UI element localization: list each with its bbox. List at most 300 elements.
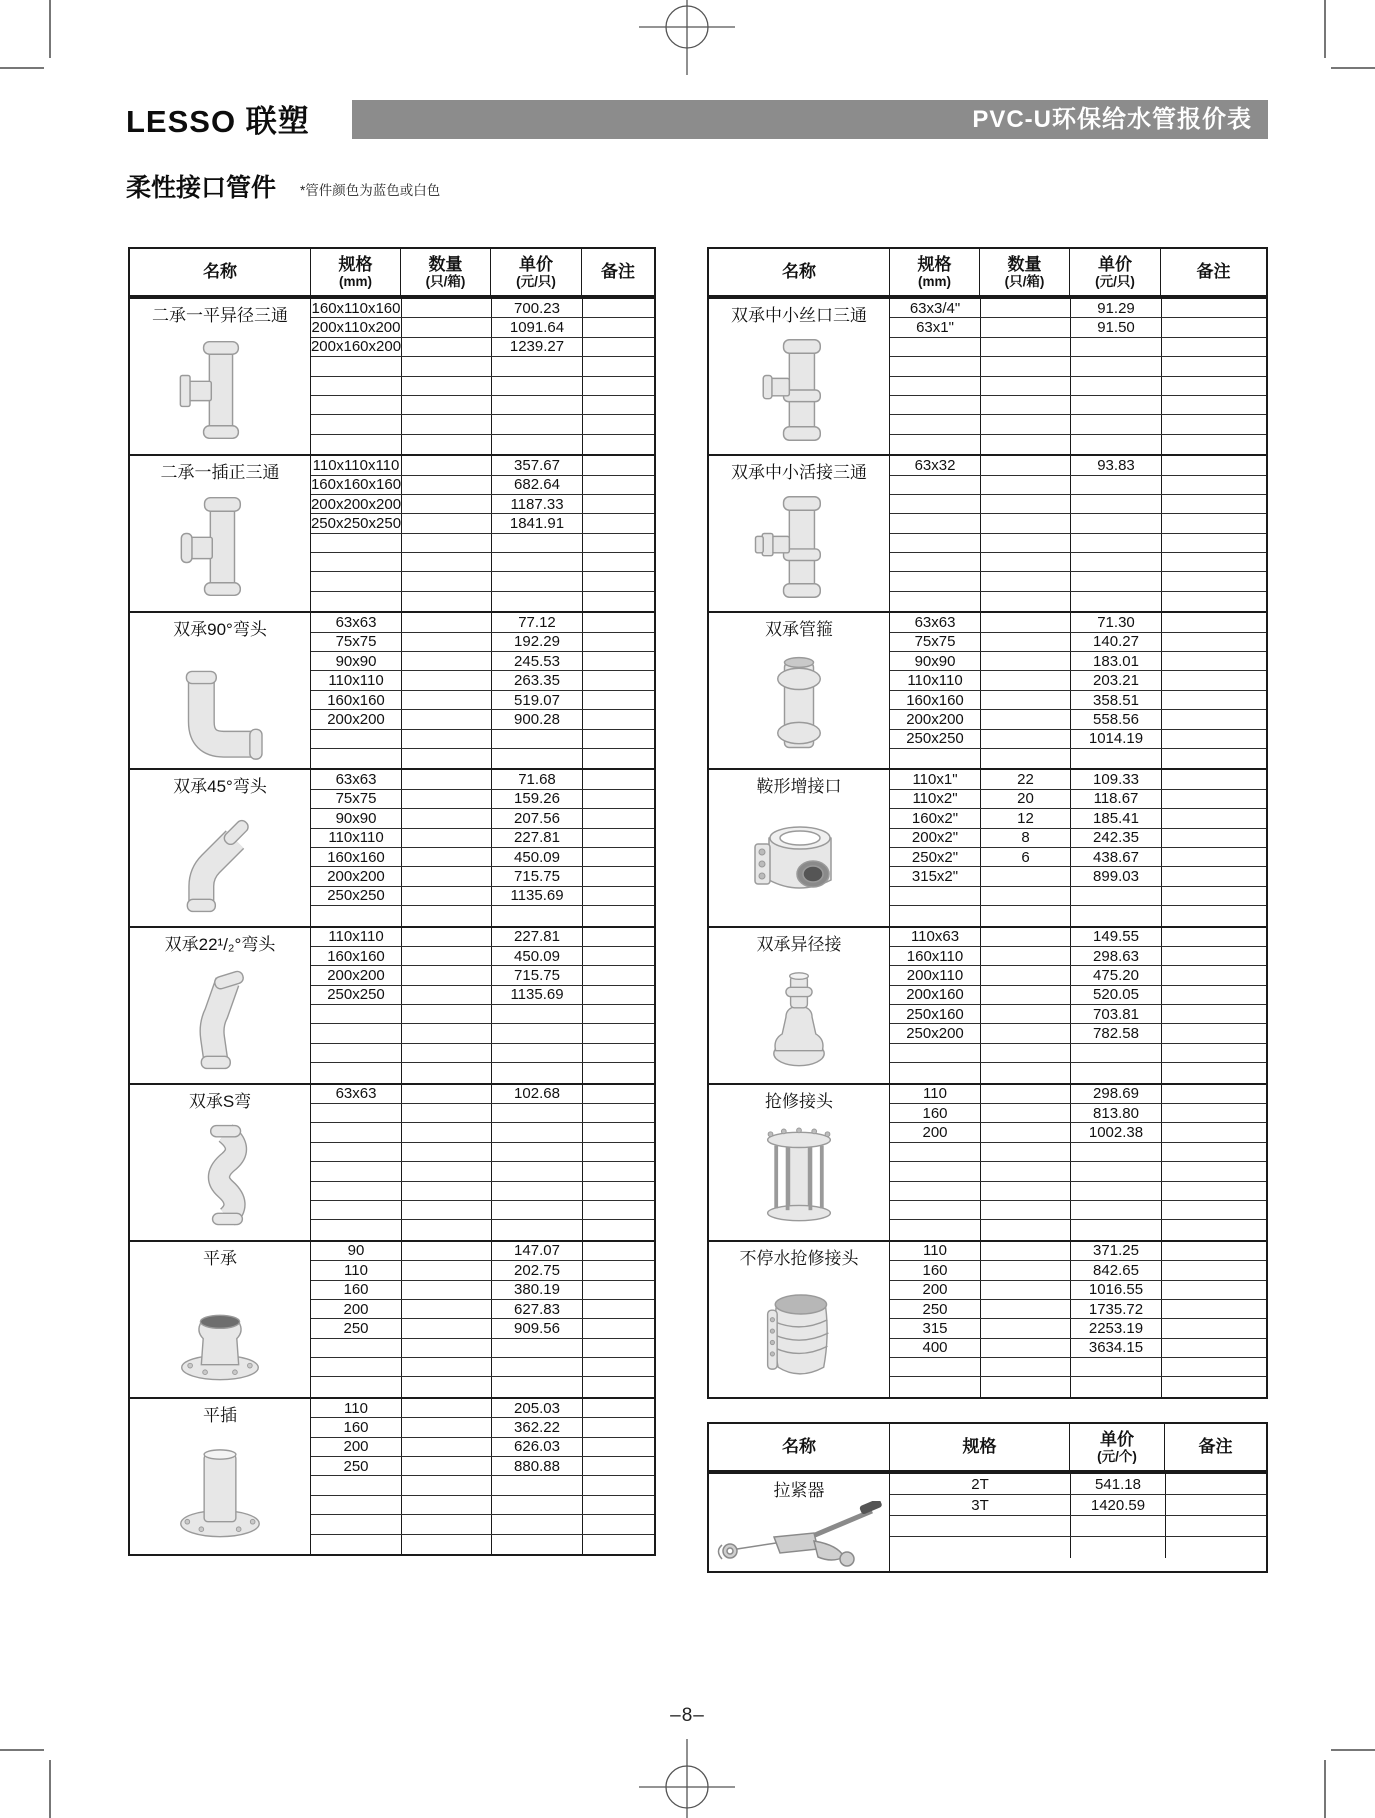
price-cell: 2253.19 bbox=[1070, 1319, 1161, 1337]
remark-cell bbox=[582, 1220, 654, 1239]
qty-cell: 12 bbox=[980, 809, 1070, 827]
product-name: 二承一插正三通 bbox=[160, 463, 280, 483]
spec-cell bbox=[311, 534, 401, 552]
remark-cell bbox=[582, 1182, 654, 1200]
table-row bbox=[890, 848, 1266, 867]
remark-cell bbox=[1161, 476, 1266, 494]
spec-cell bbox=[311, 1162, 401, 1180]
table-row bbox=[890, 357, 1266, 376]
spec-cell: 200x200 bbox=[327, 710, 385, 728]
spec-cell bbox=[890, 338, 980, 356]
price-cell bbox=[1070, 495, 1161, 513]
table-row bbox=[311, 396, 654, 415]
price-cell bbox=[1070, 338, 1161, 356]
qty-cell: 8 bbox=[980, 829, 1070, 847]
crop-mark-top-right-v bbox=[1324, 0, 1326, 58]
product-name-cell bbox=[709, 1474, 889, 1571]
remark-cell bbox=[582, 1476, 654, 1494]
remark-cell bbox=[1161, 435, 1266, 454]
remark-cell bbox=[582, 572, 654, 590]
remark-cell bbox=[1165, 1516, 1266, 1536]
table-row bbox=[311, 1143, 654, 1162]
spec-cell: 250 bbox=[343, 1320, 369, 1337]
price-cell bbox=[1070, 1220, 1161, 1239]
price-cell: 227.81 bbox=[491, 928, 582, 946]
table-row bbox=[311, 710, 654, 729]
spec-cell: 250x200 bbox=[906, 1025, 964, 1043]
price-cell: 520.05 bbox=[1070, 986, 1161, 1004]
threaded-tee-image bbox=[709, 326, 889, 454]
remark-cell bbox=[1161, 299, 1266, 317]
product-block bbox=[709, 297, 1266, 454]
table-row bbox=[890, 613, 1266, 632]
qty-cell bbox=[401, 1457, 491, 1475]
table-row bbox=[311, 671, 654, 690]
table-row bbox=[311, 829, 654, 848]
spec-cell: 63x32 bbox=[914, 456, 956, 474]
qty-cell bbox=[980, 613, 1070, 631]
product-block bbox=[130, 611, 654, 768]
qty-cell bbox=[980, 887, 1070, 905]
spec-cell bbox=[890, 514, 980, 532]
qty-cell bbox=[980, 318, 1070, 336]
qty-cell bbox=[980, 730, 1070, 748]
table-row bbox=[311, 435, 654, 454]
price-cell: 880.88 bbox=[491, 1457, 582, 1475]
s-bend-image bbox=[130, 1112, 310, 1240]
price-cell bbox=[491, 1005, 582, 1023]
spec-cell: 315 bbox=[922, 1320, 948, 1337]
product-name-cell bbox=[709, 299, 889, 454]
remark-cell bbox=[582, 1085, 654, 1103]
spec-cell: 63x1" bbox=[916, 319, 954, 337]
table-row bbox=[890, 435, 1266, 454]
qty-cell bbox=[980, 966, 1070, 984]
remark-cell bbox=[582, 809, 654, 827]
table-row bbox=[890, 396, 1266, 415]
product-name: 双承S弯 bbox=[188, 1091, 252, 1111]
remark-cell bbox=[582, 1281, 654, 1299]
table-row bbox=[890, 829, 1266, 848]
price-cell bbox=[491, 1182, 582, 1200]
table-header-row bbox=[709, 249, 1266, 297]
remark-cell bbox=[582, 456, 654, 474]
spec-cell: 110x2" bbox=[912, 790, 958, 808]
remark-cell bbox=[582, 1201, 654, 1219]
table-row bbox=[890, 1537, 1266, 1558]
remark-cell bbox=[1161, 338, 1266, 356]
table-row bbox=[890, 770, 1266, 789]
price-cell: 149.55 bbox=[1070, 928, 1161, 946]
spec-cell bbox=[890, 906, 980, 925]
spec-cell bbox=[311, 1123, 401, 1141]
product-name: 平插 bbox=[203, 1405, 237, 1425]
section-note: *管件颜色为蓝色或白色 bbox=[300, 183, 441, 198]
remark-cell bbox=[1161, 749, 1266, 768]
product-block bbox=[709, 1472, 1266, 1571]
price-cell bbox=[491, 730, 582, 748]
price-cell bbox=[491, 1496, 582, 1514]
product-name-cell bbox=[130, 456, 310, 611]
qty-cell bbox=[401, 986, 491, 1004]
qty-cell bbox=[401, 396, 491, 414]
remark-cell bbox=[1161, 1358, 1266, 1376]
price-cell: 438.67 bbox=[1070, 848, 1161, 866]
table-row bbox=[311, 1261, 654, 1280]
product-block bbox=[709, 768, 1266, 925]
qty-cell bbox=[980, 1220, 1070, 1239]
remark-cell bbox=[1161, 1339, 1266, 1357]
spec-cell: 200x200 bbox=[327, 966, 385, 984]
column-header-qty-label: 数量 bbox=[1007, 254, 1042, 274]
spec-cell: 110x63 bbox=[910, 928, 960, 946]
qty-cell bbox=[401, 1399, 491, 1417]
qty-cell bbox=[980, 671, 1070, 689]
repair-coupling-image bbox=[709, 1112, 889, 1240]
table-row bbox=[890, 947, 1266, 966]
product-name-cell bbox=[709, 928, 889, 1083]
qty-cell bbox=[401, 1496, 491, 1514]
remark-cell bbox=[1165, 1474, 1266, 1494]
saddle-clamp-image bbox=[709, 798, 889, 926]
table-row bbox=[311, 1201, 654, 1220]
price-cell bbox=[1070, 377, 1161, 395]
qty-cell bbox=[980, 1162, 1070, 1180]
column-header-price-unit: (元/只) bbox=[516, 273, 556, 289]
table-row bbox=[311, 1242, 654, 1261]
remark-cell bbox=[582, 435, 654, 454]
table-row bbox=[890, 749, 1266, 768]
spec-cell bbox=[311, 1220, 401, 1239]
qty-cell bbox=[401, 652, 491, 670]
spec-cell: 160x110 bbox=[906, 947, 964, 965]
remark-cell bbox=[1161, 652, 1266, 670]
table-row bbox=[311, 947, 654, 966]
spec-rows bbox=[889, 613, 1266, 768]
table-row bbox=[311, 377, 654, 396]
table-row bbox=[311, 1182, 654, 1201]
qty-cell bbox=[401, 809, 491, 827]
remark-cell bbox=[582, 1535, 654, 1554]
qty-cell bbox=[401, 671, 491, 689]
price-cell bbox=[1070, 1162, 1161, 1180]
remark-cell bbox=[1161, 1182, 1266, 1200]
qty-cell bbox=[401, 1418, 491, 1436]
spec-cell: 110x110 bbox=[328, 829, 384, 847]
qty-cell bbox=[980, 710, 1070, 728]
spec-rows bbox=[310, 1085, 654, 1240]
spec-cell bbox=[311, 1377, 401, 1396]
fittings-table-left bbox=[128, 247, 656, 1556]
qty-cell bbox=[980, 633, 1070, 651]
qty-cell bbox=[980, 357, 1070, 375]
price-cell: 3634.15 bbox=[1070, 1339, 1161, 1357]
spec-cell: 110 bbox=[344, 1399, 368, 1417]
price-cell: 842.65 bbox=[1070, 1261, 1161, 1279]
table-row bbox=[890, 1516, 1266, 1537]
price-cell: 519.07 bbox=[491, 691, 582, 709]
table-row bbox=[311, 770, 654, 789]
table-row bbox=[890, 652, 1266, 671]
spec-cell: 250x2" bbox=[911, 848, 959, 866]
spec-cell bbox=[311, 592, 401, 611]
table-row bbox=[890, 928, 1266, 947]
price-cell: 909.56 bbox=[491, 1319, 582, 1337]
remark-cell bbox=[582, 1242, 654, 1260]
table-row bbox=[311, 1162, 654, 1181]
crop-mark-top-right-h bbox=[1331, 67, 1375, 69]
price-cell: 1239.27 bbox=[491, 338, 582, 356]
product-name-cell bbox=[130, 770, 310, 925]
qty-cell bbox=[401, 1261, 491, 1279]
qty-cell bbox=[401, 966, 491, 984]
remark-cell bbox=[582, 867, 654, 885]
spec-cell bbox=[890, 1377, 980, 1396]
spec-cell: 160x160 bbox=[327, 691, 385, 709]
spec-cell: 200x160x200 bbox=[311, 338, 401, 356]
lesso-logo: LESSO 联塑 bbox=[126, 104, 310, 139]
registration-mark-bottom bbox=[637, 1737, 737, 1818]
remark-cell bbox=[582, 318, 654, 336]
qty-cell bbox=[980, 1358, 1070, 1376]
price-cell: 558.56 bbox=[1070, 710, 1161, 728]
column-header-spec-label: 规格 bbox=[917, 254, 952, 274]
remark-cell bbox=[1161, 1143, 1266, 1161]
table-row bbox=[311, 867, 654, 886]
spec-cell: 200x200 bbox=[906, 710, 964, 728]
qty-cell bbox=[401, 770, 491, 788]
price-cell: 71.68 bbox=[491, 770, 582, 788]
remark-cell bbox=[1161, 633, 1266, 651]
remark-cell bbox=[1161, 1261, 1266, 1279]
table-row bbox=[311, 1300, 654, 1319]
remark-cell bbox=[582, 1358, 654, 1376]
qty-cell bbox=[980, 947, 1070, 965]
spec-cell bbox=[311, 1339, 401, 1357]
remark-cell bbox=[582, 1044, 654, 1062]
remark-cell bbox=[1161, 710, 1266, 728]
spec-cell: 160x110x160 bbox=[311, 299, 401, 317]
spec-cell bbox=[311, 1104, 401, 1122]
product-name-cell bbox=[709, 770, 889, 925]
price-cell bbox=[1070, 476, 1161, 494]
remark-cell bbox=[1161, 553, 1266, 571]
price-cell: 1016.55 bbox=[1070, 1281, 1161, 1299]
table-row bbox=[311, 534, 654, 553]
table-row bbox=[311, 966, 654, 985]
price-cell bbox=[1070, 415, 1161, 433]
price-cell bbox=[1070, 1044, 1161, 1062]
spec-cell: 250x250 bbox=[327, 986, 385, 1004]
spec-cell: 250 bbox=[922, 1300, 948, 1318]
crop-mark-top-left-v bbox=[49, 0, 51, 58]
price-cell: 71.30 bbox=[1070, 613, 1161, 631]
price-cell bbox=[491, 1220, 582, 1239]
remark-cell bbox=[582, 592, 654, 611]
remark-cell bbox=[582, 1300, 654, 1318]
qty-cell bbox=[401, 613, 491, 631]
qty-cell bbox=[401, 415, 491, 433]
spec-cell bbox=[890, 592, 980, 611]
fittings-table-right bbox=[707, 247, 1268, 1399]
price-cell: 227.81 bbox=[491, 829, 582, 847]
remark-cell bbox=[582, 1143, 654, 1161]
column-header-name bbox=[709, 1424, 889, 1470]
product-name: 双承中小活接三通 bbox=[731, 463, 867, 483]
qty-cell bbox=[401, 749, 491, 768]
price-cell bbox=[491, 592, 582, 611]
qty-cell bbox=[980, 1182, 1070, 1200]
price-cell bbox=[491, 749, 582, 768]
qty-cell: 22 bbox=[980, 770, 1070, 788]
column-header-qty-label: 数量 bbox=[428, 254, 463, 274]
price-cell: 1135.69 bbox=[491, 986, 582, 1004]
table-row bbox=[890, 1281, 1266, 1300]
spec-cell: 160x160 bbox=[327, 848, 385, 866]
price-cell bbox=[491, 377, 582, 395]
remark-cell bbox=[1161, 1123, 1266, 1141]
table-row bbox=[890, 1339, 1266, 1358]
socket-tee-image bbox=[130, 484, 310, 612]
table-row bbox=[890, 1085, 1266, 1104]
column-header-price bbox=[1069, 249, 1160, 295]
remark-cell bbox=[1161, 887, 1266, 905]
price-cell bbox=[1070, 1377, 1161, 1396]
spec-cell: 63x63 bbox=[335, 1085, 377, 1103]
qty-cell bbox=[401, 357, 491, 375]
qty-cell bbox=[401, 1339, 491, 1357]
table-row bbox=[890, 1377, 1266, 1396]
product-block bbox=[709, 454, 1266, 611]
table-row bbox=[311, 613, 654, 632]
remark-cell bbox=[582, 476, 654, 494]
remark-cell bbox=[1161, 1162, 1266, 1180]
column-header-remark-label: 备注 bbox=[601, 262, 635, 282]
spec-cell: 90 bbox=[347, 1242, 365, 1260]
qty-cell bbox=[980, 534, 1070, 552]
table-row bbox=[311, 1104, 654, 1123]
spec-rows bbox=[310, 1399, 654, 1554]
spec-cell: 200 bbox=[343, 1438, 369, 1456]
price-cell: 140.27 bbox=[1070, 633, 1161, 651]
qty-cell bbox=[980, 377, 1070, 395]
spec-cell bbox=[311, 1143, 401, 1161]
table-row bbox=[311, 1358, 654, 1377]
column-header-price-unit: (元/个) bbox=[1097, 1448, 1137, 1464]
table-row bbox=[311, 1339, 654, 1358]
qty-cell bbox=[980, 652, 1070, 670]
remark-cell bbox=[1161, 1085, 1266, 1103]
remark-cell bbox=[1161, 1220, 1266, 1239]
qty-cell bbox=[401, 1300, 491, 1318]
qty-cell bbox=[980, 691, 1070, 709]
product-name: 抢修接头 bbox=[765, 1091, 833, 1111]
qty-cell bbox=[401, 1162, 491, 1180]
spec-cell bbox=[890, 435, 980, 454]
table-row bbox=[890, 633, 1266, 652]
table-row bbox=[890, 1201, 1266, 1220]
spec-cell bbox=[311, 553, 401, 571]
spec-cell bbox=[311, 1496, 401, 1514]
spec-cell bbox=[890, 1162, 980, 1180]
spec-cell bbox=[890, 1537, 1070, 1558]
table-row bbox=[311, 1515, 654, 1534]
qty-cell bbox=[401, 1024, 491, 1042]
qty-cell bbox=[401, 1515, 491, 1533]
column-header-spec bbox=[310, 249, 400, 295]
remark-cell bbox=[1161, 1024, 1266, 1042]
price-cell: 91.50 bbox=[1070, 318, 1161, 336]
spec-cell: 63x63 bbox=[335, 613, 377, 631]
column-header-price bbox=[490, 249, 581, 295]
price-cell bbox=[1070, 1201, 1161, 1219]
qty-cell bbox=[401, 495, 491, 513]
qty-cell bbox=[980, 553, 1070, 571]
spec-cell bbox=[311, 1044, 401, 1062]
qty-cell bbox=[980, 1063, 1070, 1082]
product-block bbox=[130, 454, 654, 611]
product-name: 不停水抢修接头 bbox=[739, 1248, 859, 1268]
qty-cell bbox=[980, 1242, 1070, 1260]
price-cell: 118.67 bbox=[1070, 790, 1161, 808]
page-number: –8– bbox=[670, 1705, 705, 1726]
qty-cell: 6 bbox=[980, 848, 1070, 866]
remark-cell bbox=[582, 652, 654, 670]
spec-cell bbox=[311, 396, 401, 414]
qty-cell bbox=[980, 572, 1070, 590]
union-tee-image bbox=[709, 484, 889, 612]
elbow-22-image bbox=[130, 955, 310, 1083]
price-cell: 1014.19 bbox=[1070, 730, 1161, 748]
spec-cell bbox=[890, 1358, 980, 1376]
table-header-row bbox=[130, 249, 654, 297]
product-name: 双承管箍 bbox=[765, 620, 833, 640]
qty-cell bbox=[980, 299, 1070, 317]
qty-cell bbox=[401, 730, 491, 748]
remark-cell bbox=[582, 1339, 654, 1357]
remark-cell bbox=[582, 1399, 654, 1417]
table-row bbox=[890, 986, 1266, 1005]
remark-cell bbox=[1161, 848, 1266, 866]
qty-cell bbox=[401, 592, 491, 611]
qty-cell bbox=[980, 1261, 1070, 1279]
spec-cell: 200 bbox=[343, 1300, 369, 1318]
qty-cell bbox=[401, 1005, 491, 1023]
table-row bbox=[890, 1123, 1266, 1142]
spec-cell bbox=[890, 495, 980, 513]
price-cell: 715.75 bbox=[491, 966, 582, 984]
price-cell bbox=[491, 906, 582, 925]
spec-cell bbox=[311, 1024, 401, 1042]
remark-cell bbox=[1161, 456, 1266, 474]
column-header-name bbox=[709, 249, 889, 295]
qty-cell bbox=[401, 710, 491, 728]
spec-cell: 3T bbox=[971, 1496, 989, 1514]
qty-cell bbox=[401, 318, 491, 336]
remark-cell bbox=[582, 534, 654, 552]
qty-cell bbox=[401, 435, 491, 454]
price-cell bbox=[491, 1123, 582, 1141]
table-row bbox=[311, 1123, 654, 1142]
remark-cell bbox=[1161, 534, 1266, 552]
qty-cell bbox=[401, 1358, 491, 1376]
price-cell bbox=[1070, 749, 1161, 768]
no-stop-repair-coupling-image bbox=[709, 1269, 889, 1397]
spec-cell: 160 bbox=[343, 1418, 369, 1436]
remark-cell bbox=[1161, 495, 1266, 513]
qty-cell bbox=[980, 415, 1070, 433]
qty-cell bbox=[401, 1242, 491, 1260]
